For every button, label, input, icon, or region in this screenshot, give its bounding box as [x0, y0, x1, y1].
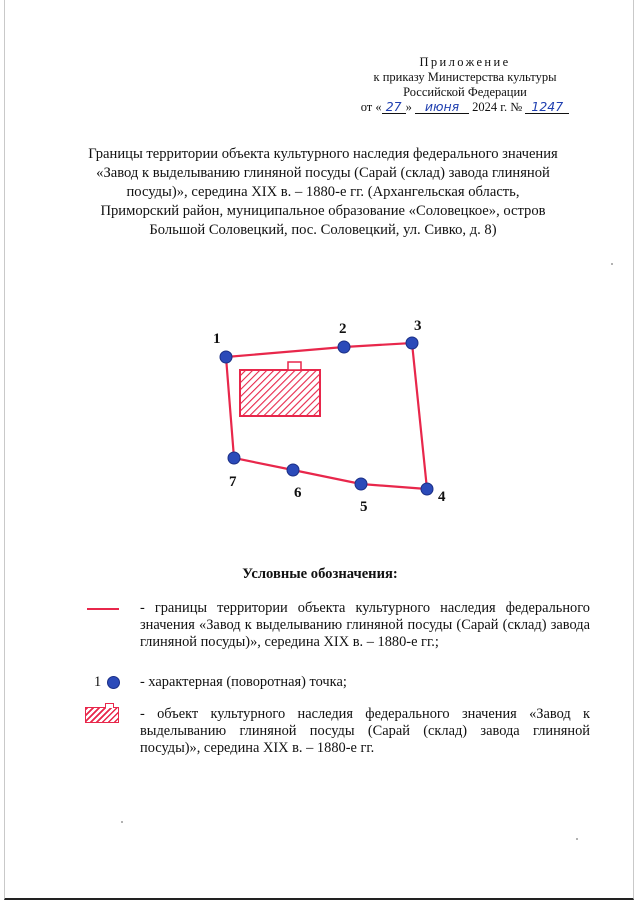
boundary-plan: [0, 300, 640, 530]
date-prefix: от «: [360, 100, 382, 114]
date-mid: »: [405, 100, 412, 114]
characteristic-point-7: [228, 452, 240, 464]
point-label-4: 4: [438, 489, 446, 505]
boundary-line-symbol: [82, 600, 132, 620]
point-label-2: 2: [339, 321, 347, 337]
characteristic-point-6: [287, 464, 299, 476]
appendix-date-line: [340, 100, 590, 115]
hatched-area-handle: [105, 703, 114, 708]
point-label-1: 1: [213, 331, 221, 347]
legend-text-boundary: - границы территории объекта культурного наследия федерального значения «Завод к выделыванию глиняной посуды (Сарай (склад) завода глиняной посуды)», середина XIX в. – 1880-е гг.;: [140, 600, 590, 650]
scan-speck: [121, 821, 123, 823]
appendix-title: Приложение: [419, 55, 511, 69]
scan-speck: [611, 263, 613, 265]
appendix-line-2: Российской Федерации: [403, 85, 527, 99]
characteristic-point-5: [355, 478, 367, 490]
characteristic-point-4: [421, 483, 433, 495]
handwritten-number: 1247: [525, 100, 569, 114]
legend-point-label: 1: [94, 674, 102, 690]
heritage-object-hatch: [240, 370, 320, 416]
handwritten-day: 27: [382, 100, 406, 114]
date-year: 2024 г. №: [472, 100, 523, 114]
point-label-7: 7: [229, 474, 237, 490]
characteristic-point-1: [220, 351, 232, 363]
document-heading: Границы территории объекта культурного наследия федерального значения «Завод к выделыванию глиняной посуды (Сарай (склад) завода глиняной посуды)», середина XIX в. – 1880-е гг. (Архангельская область, Приморский район, муниципальное образование «Соловецкое», остров Большой Соловецкий, пос. Соловецкий, ул. Сивко, д. 8): [88, 146, 558, 238]
scan-speck: [576, 838, 578, 840]
hatched-area-icon: [85, 707, 119, 723]
legend-text-point: - характерная (поворотная) точка;: [140, 674, 347, 690]
characteristic-point-3: [406, 337, 418, 349]
heritage-object-symbol: [82, 706, 132, 726]
characteristic-point-2: [338, 341, 350, 353]
legend-title: Условные обозначения:: [242, 566, 398, 582]
point-label-3: 3: [414, 318, 422, 334]
handwritten-month: июня: [415, 100, 469, 114]
point-label-5: 5: [360, 499, 368, 515]
point-dot-icon: [107, 676, 120, 689]
characteristic-point-symbol: [82, 674, 132, 694]
appendix-line-1: к приказу Министерства культуры: [373, 70, 557, 84]
appendix-block: [340, 55, 590, 115]
legend-text-object: - объект культурного наследия федерального значения «Завод к выделыванию глиняной посуды (Сарай (склад) завода глиняной посуды)», середина XIX в. – 1880-е гг.: [140, 706, 590, 756]
heritage-object-handle: [288, 362, 301, 370]
boundary-line-icon: [87, 608, 119, 610]
point-label-6: 6: [294, 485, 302, 501]
